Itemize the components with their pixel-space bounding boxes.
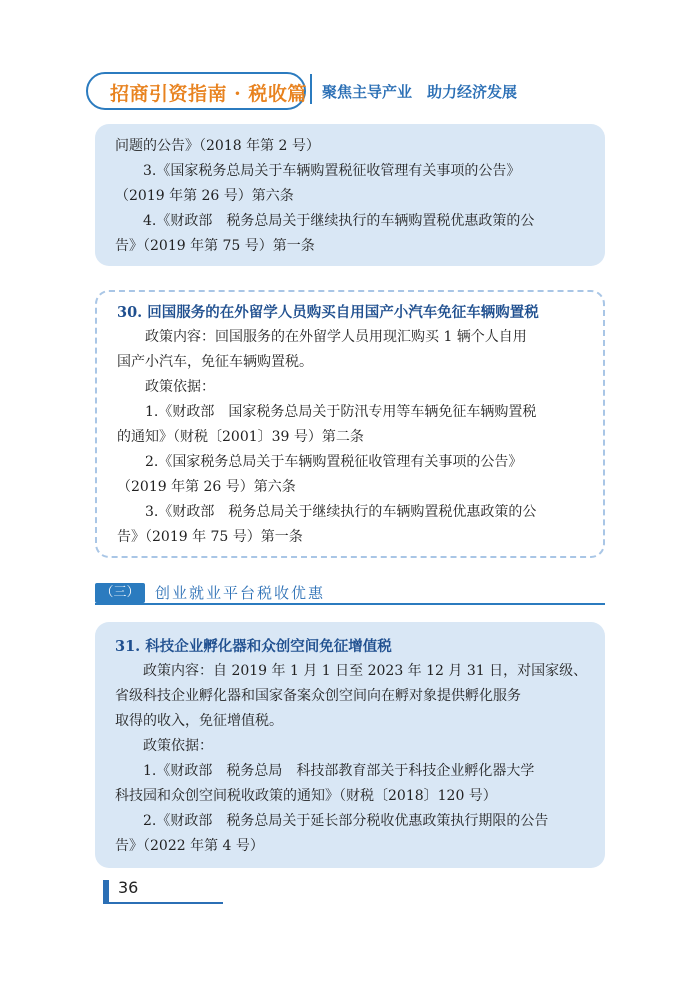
header-divider — [310, 74, 312, 104]
continued-basis-box — [95, 124, 605, 266]
header-slogan: 聚焦主导产业 助力经济发展 — [322, 83, 518, 101]
basis-line: （2019 年第 26 号）第六条 — [117, 479, 296, 495]
policy-content: 省级科技企业孵化器和国家备案众创空间向在孵对象提供孵化服务 — [115, 688, 521, 704]
basis-line: 告》（2019 年 75 号）第一条 — [117, 529, 303, 545]
basis-line: 3.《财政部 税务总局关于继续执行的车辆购置税优惠政策的公 — [145, 504, 537, 520]
basis-line: 告》（2022 年第 4 号） — [115, 838, 264, 854]
basis-line: 1.《财政部 国家税务总局关于防汛专用等车辆免征车辆购置税 — [145, 404, 537, 420]
page-number: 36 — [118, 878, 139, 897]
text-line: 4.《财政部 税务总局关于继续执行的车辆购置税优惠政策的公 — [143, 213, 535, 229]
policy-basis-label: 政策依据： — [143, 738, 213, 754]
basis-line: 的通知》（财税〔2001〕39 号）第二条 — [117, 429, 364, 445]
section-heading — [95, 583, 605, 605]
policy-content: 取得的收入，免征增值税。 — [115, 713, 283, 729]
section-underline — [95, 603, 605, 605]
footer-rule — [103, 902, 223, 904]
section-tag: （三） — [95, 583, 145, 603]
item-title: 30. 回国服务的在外留学人员购买自用国产小汽车免征车辆购置税 — [117, 304, 539, 321]
item-title: 31. 科技企业孵化器和众创空间免征增值税 — [115, 638, 392, 655]
text-line: （2019 年第 26 号）第六条 — [115, 188, 294, 204]
policy-content: 国产小汽车，免征车辆购置税。 — [117, 354, 313, 370]
page-header — [86, 72, 646, 110]
basis-line: 1.《财政部 税务总局 科技部教育部关于科技企业孵化器大学 — [143, 763, 535, 779]
text-line: 3.《国家税务总局关于车辆购置税征收管理有关事项的公告》 — [143, 163, 521, 179]
basis-line: 科技园和众创空间税收政策的通知》（财税〔2018〕120 号） — [115, 788, 497, 804]
basis-line: 2.《国家税务总局关于车辆购置税征收管理有关事项的公告》 — [145, 454, 523, 470]
text-line: 告》（2019 年第 75 号）第一条 — [115, 238, 315, 254]
basis-line: 2.《财政部 税务总局关于延长部分税收优惠政策执行期限的公告 — [143, 813, 549, 829]
footer-accent — [103, 880, 109, 902]
header-title: 招商引资指南 · 税收篇 — [110, 83, 307, 105]
policy-item-30 — [95, 290, 605, 558]
policy-content: 政策内容：回国服务的在外留学人员用现汇购买 1 辆个人自用 — [145, 329, 527, 345]
header-title-pill — [86, 72, 306, 110]
text-line: 问题的公告》（2018 年第 2 号） — [115, 138, 320, 154]
section-title: 创业就业平台税收优惠 — [155, 584, 326, 602]
policy-item-31 — [95, 622, 605, 868]
policy-basis-label: 政策依据： — [145, 379, 215, 395]
policy-content: 政策内容：自 2019 年 1 月 1 日至 2023 年 12 月 31 日，对国家级、 — [143, 663, 588, 679]
